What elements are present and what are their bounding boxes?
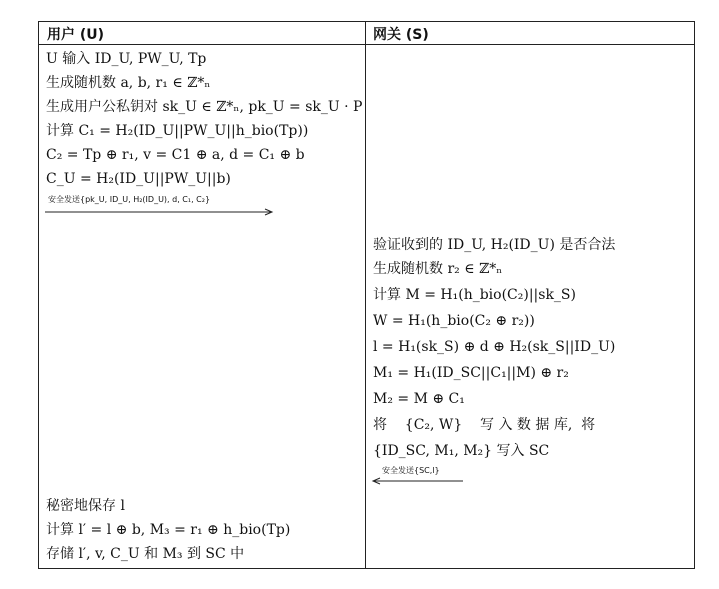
gw-step-m2: M₂ = M ⊕ C₁ [373,391,465,407]
gw-step-random: 生成随机数 r₂ ∈ ℤ*ₙ [373,261,503,277]
gw-step-m: 计算 M = H₁(h_bio(C₂)||sk_S) [373,287,576,303]
user-step-store-sc: 存储 l′, v, C_U 和 M₃ 到 SC 中 [46,546,245,562]
user-step-c1: 计算 C₁ = H₂(ID_U||PW_U||h_bio(Tp)) [46,123,309,139]
header-gateway: 网关 (S) [373,27,429,43]
gw-step-l: l = H₁(sk_S) ⊕ d ⊕ H₂(sk_S||ID_U) [373,339,616,355]
gw-step-w: W = H₁(h_bio(C₂ ⊕ r₂)) [373,313,535,329]
gw-step-write-sc: {ID_SC, M₁, M₂} 写入 SC [373,443,550,459]
column-divider [365,22,366,568]
table-header-row [39,22,694,45]
gw-step-m1: M₁ = H₁(ID_SC||C₁||M) ⊕ r₂ [373,365,569,381]
user-step-random: 生成随机数 a, b, r₁ ∈ ℤ*ₙ [46,75,211,91]
user-step-input: U 输入 ID_U, PW_U, Tp [46,51,207,67]
arrow1-label: 安全发送{pk_U, ID_U, H₂(ID_U), d, C₁, C₂} [48,195,211,204]
user-step-c2: C₂ = Tp ⊕ r₁, v = C1 ⊕ a, d = C₁ ⊕ b [46,147,305,163]
arrow1-right [45,208,275,216]
user-step-cu: C_U = H₂(ID_U||PW_U||b) [46,171,231,187]
user-step-keypair: 生成用户公私钥对 sk_U ∈ ℤ*ₙ, pk_U = sk_U · P [46,99,363,115]
user-step-compute: 计算 l′ = l ⊕ b, M₃ = r₁ ⊕ h_bio(Tp) [46,522,291,538]
gw-step-store-db: 将 {C₂, W} 写 入 数 据 库, 将 [373,417,596,433]
header-user: 用户 (U) [47,27,105,43]
arrow2-label: 安全发送{SC,l} [382,466,440,475]
arrow2-left [373,477,465,485]
user-step-save-l: 秘密地保存 l [46,498,125,514]
gw-step-verify: 验证收到的 ID_U, H₂(ID_U) 是否合法 [373,237,616,253]
protocol-table [38,21,695,569]
